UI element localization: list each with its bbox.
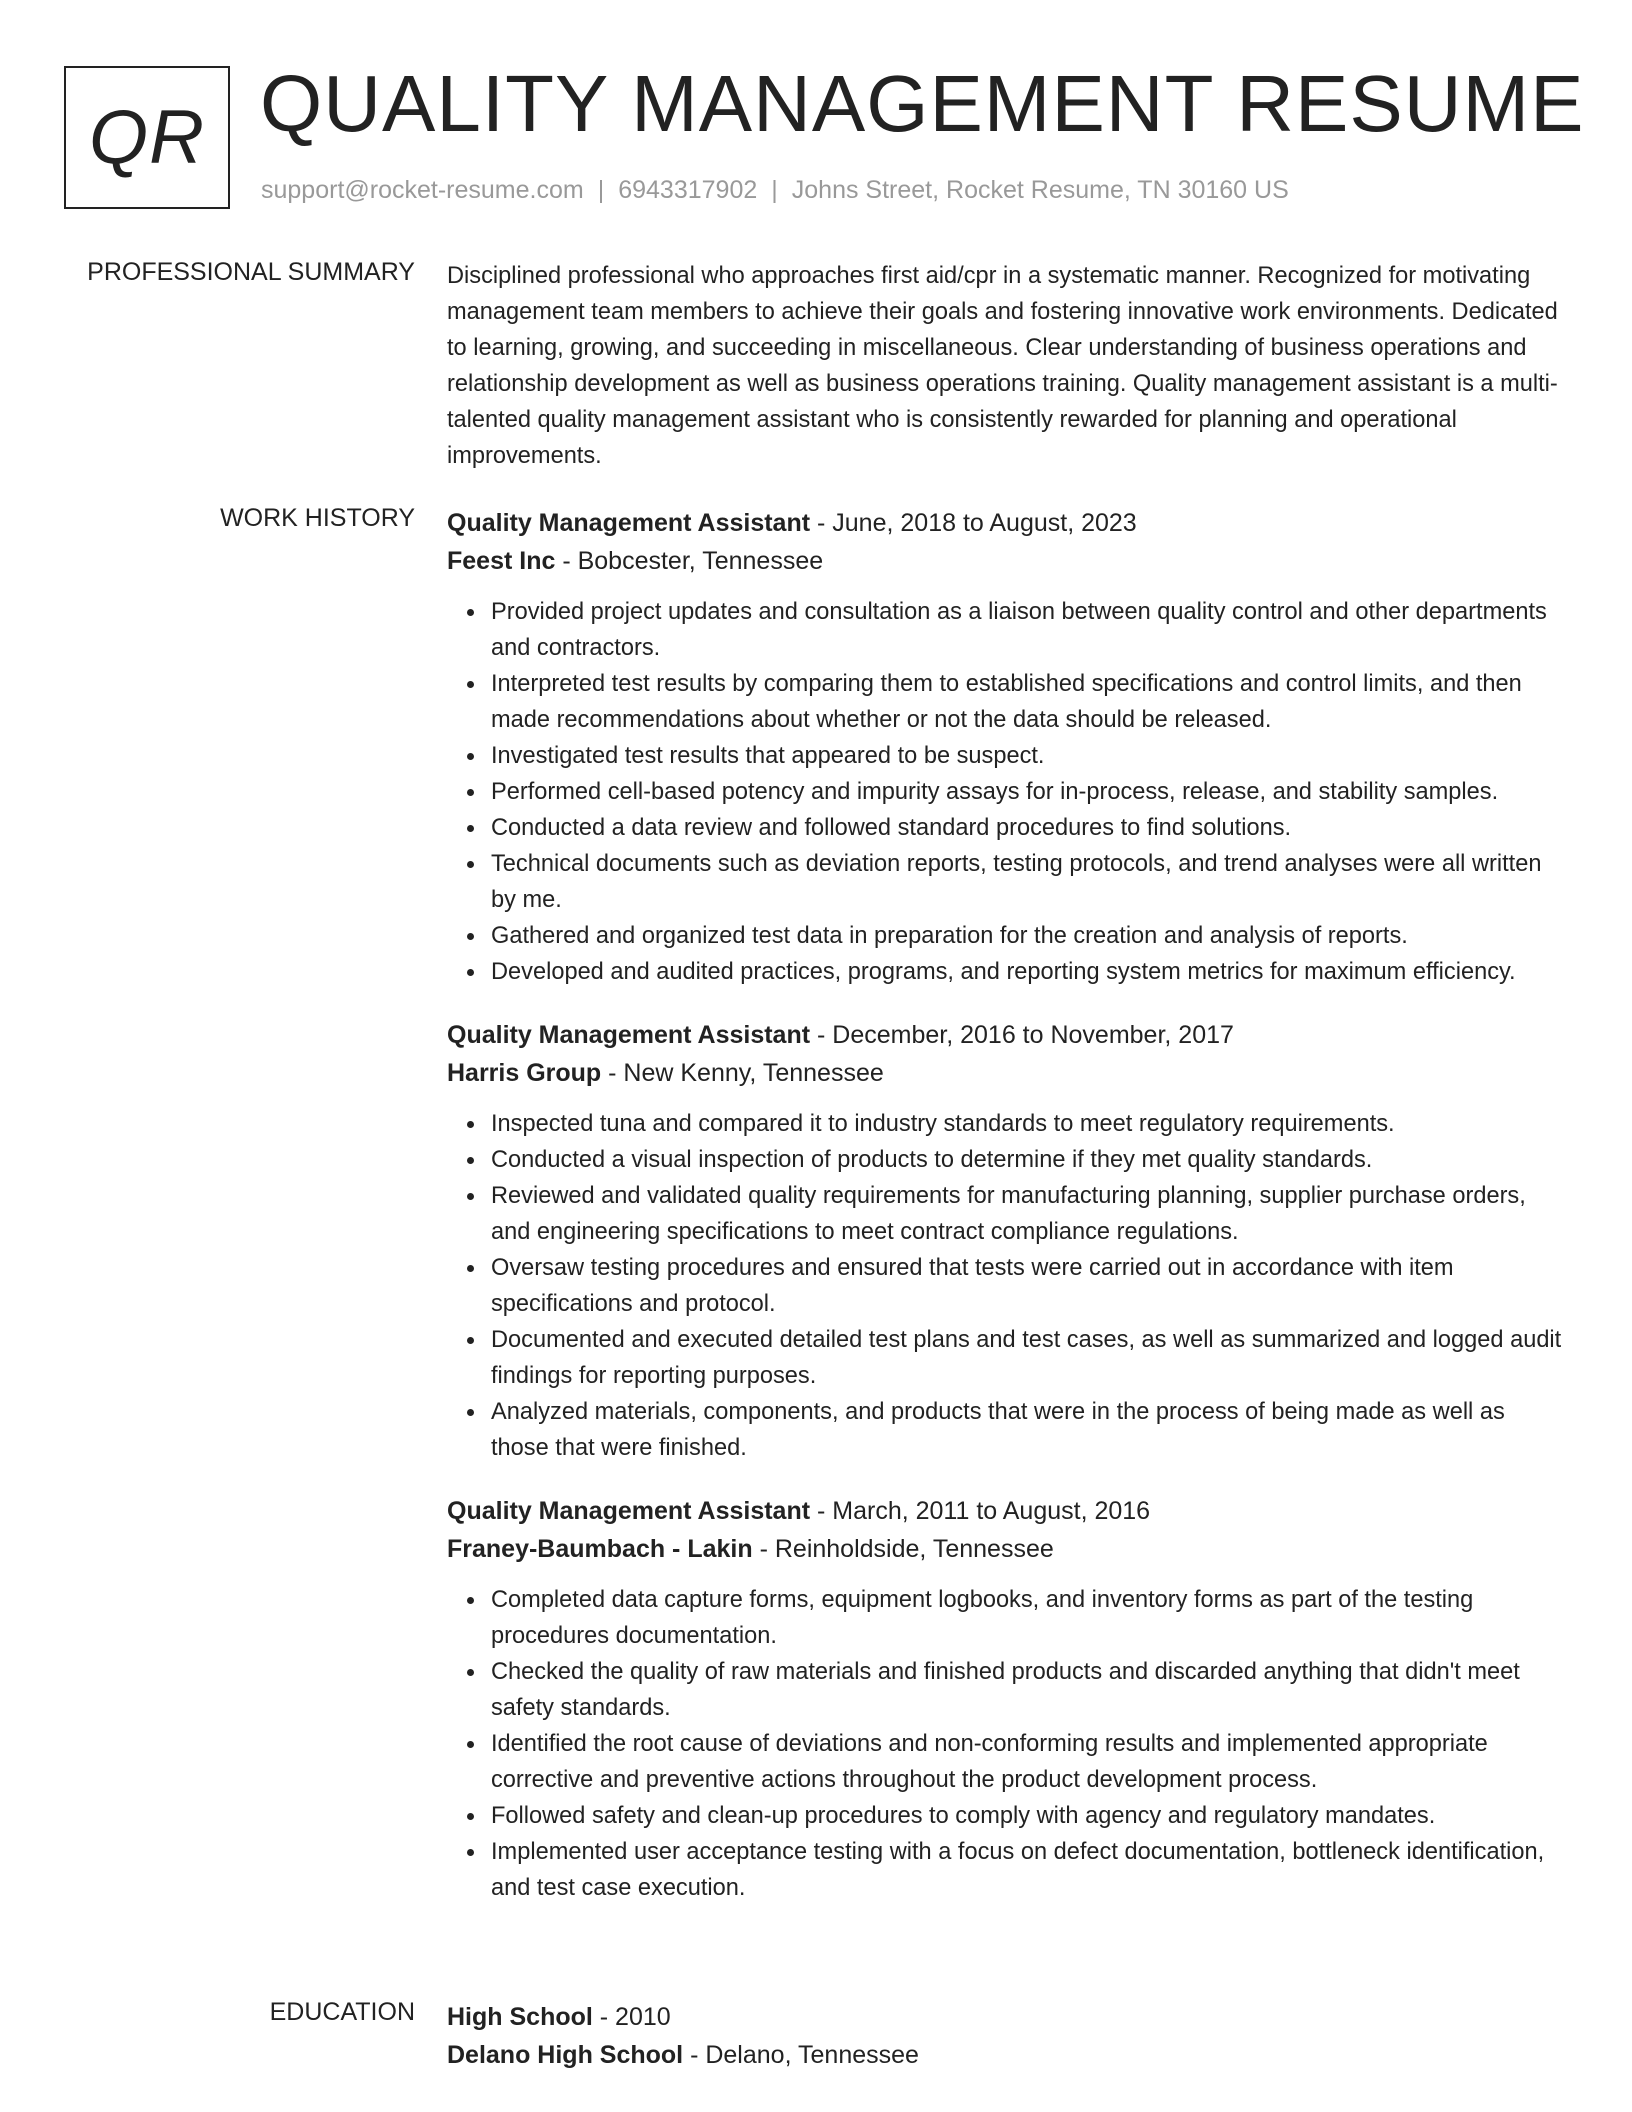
job-bullet-text: Performed cell-based potency and impurity assays for in-process, release, and stability samples. [491, 779, 1499, 805]
job-bullet-list [461, 1106, 1567, 1466]
job-bullet-text: Interpreted test results by comparing them to established specifications and control limits, and then made recommendations about whether or not the data should be released. [491, 671, 1522, 733]
job-bullet [461, 1582, 1567, 1654]
summary-body [447, 258, 1567, 474]
job-bullet [461, 918, 1567, 954]
job-bullet-text: Analyzed materials, components, and products that were in the process of being made as well as those that were finished. [491, 1399, 1505, 1461]
job-bullet [461, 666, 1567, 738]
job-company: Harris Group [447, 1059, 602, 1087]
job-bullet-text: Identified the root cause of deviations and non-conforming results and implemented appropriate corrective and preventive actions throughout the product development process. [491, 1731, 1488, 1793]
job-location: - Reinholdside, Tennessee [752, 1535, 1054, 1563]
job-bullet [461, 954, 1567, 990]
job-bullet [461, 1106, 1567, 1142]
contact-line [261, 176, 1289, 205]
job-company-line [447, 1054, 1567, 1092]
job-company-line [447, 542, 1567, 580]
bullet-dot-icon [467, 1337, 474, 1344]
job-bullet-text: Gathered and organized test data in preparation for the creation and analysis of reports. [491, 923, 1408, 949]
job-bullet-list [461, 594, 1567, 990]
job-company: Franey-Baumbach - Lakin [447, 1535, 753, 1563]
job-title: Quality Management Assistant [447, 1021, 811, 1049]
contact-address: Johns Street, Rocket Resume, TN 30160 US [791, 176, 1289, 204]
job-bullet [461, 1798, 1567, 1834]
education-school-line [447, 2036, 1567, 2074]
job-bullet [461, 1250, 1567, 1322]
job-bullet-text: Technical documents such as deviation reports, testing protocols, and trend analyses were all written by me. [491, 851, 1542, 913]
summary-label: PROFESSIONAL SUMMARY [87, 258, 415, 286]
bullet-dot-icon [467, 1157, 474, 1164]
bullet-dot-icon [467, 609, 474, 616]
job-bullet-text: Oversaw testing procedures and ensured that tests were carried out in accordance with item specifications and protocol. [491, 1255, 1454, 1317]
bullet-dot-icon [467, 1741, 474, 1748]
job-bullet [461, 1322, 1567, 1394]
monogram-box [64, 66, 230, 209]
education-body [447, 1998, 1567, 2074]
work-history-body [447, 504, 1567, 1932]
job-title-line [447, 504, 1567, 542]
bullet-dot-icon [467, 1669, 474, 1676]
job-bullet-text: Inspected tuna and compared it to industry standards to meet regulatory requirements. [491, 1111, 1395, 1137]
job-bullet [461, 810, 1567, 846]
monogram-initials: QR [89, 95, 205, 180]
job-location: - Bobcester, Tennessee [555, 547, 824, 575]
job-bullet [461, 774, 1567, 810]
job-bullet-list [461, 1582, 1567, 1906]
bullet-dot-icon [467, 1813, 474, 1820]
bullet-dot-icon [467, 753, 474, 760]
education-degree: High School [447, 2003, 593, 2031]
job-entry [447, 1016, 1567, 1466]
job-location: - New Kenny, Tennessee [601, 1059, 884, 1087]
job-title: Quality Management Assistant [447, 509, 811, 537]
bullet-dot-icon [467, 969, 474, 976]
bullet-dot-icon [467, 1193, 474, 1200]
job-bullet-text: Followed safety and clean-up procedures to comply with agency and regulatory mandates. [491, 1803, 1436, 1829]
job-bullet-text: Developed and audited practices, programs, and reporting system metrics for maximum efficiency. [491, 959, 1516, 985]
education-school: Delano High School [447, 2041, 684, 2069]
job-bullet-text: Documented and executed detailed test plans and test cases, as well as summarized and logged audit findings for reporting purposes. [491, 1327, 1562, 1389]
job-bullet [461, 1726, 1567, 1798]
education-label: EDUCATION [269, 1998, 415, 2026]
job-company: Feest Inc [447, 547, 556, 575]
bullet-dot-icon [467, 1121, 474, 1128]
job-bullet-text: Conducted a visual inspection of products to determine if they met quality standards. [491, 1147, 1373, 1173]
bullet-dot-icon [467, 681, 474, 688]
job-title: Quality Management Assistant [447, 1497, 811, 1525]
bullet-dot-icon [467, 1409, 474, 1416]
contact-separator: | [771, 176, 778, 204]
job-bullet [461, 1654, 1567, 1726]
bullet-dot-icon [467, 933, 474, 940]
job-bullet-text: Provided project updates and consultation as a liaison between quality control and other departments and contractors. [491, 599, 1547, 661]
contact-phone: 6943317902 [618, 176, 758, 204]
job-dates: - December, 2016 to November, 2017 [810, 1021, 1234, 1049]
job-bullet-text: Completed data capture forms, equipment logbooks, and inventory forms as part of the testing procedures documentation. [491, 1587, 1474, 1649]
job-bullet [461, 846, 1567, 918]
bullet-dot-icon [467, 1597, 474, 1604]
resume-title: QUALITY MANAGEMENT RESUME [260, 59, 1585, 148]
job-bullet [461, 1394, 1567, 1466]
contact-separator: | [597, 176, 605, 204]
summary-text: Disciplined professional who approaches first aid/cpr in a systematic manner. Recognized for motivating management team members to achieve their goals and fostering innovative work environments. Dedicated to learning, growing, and succeeding in miscellaneous. Clear understanding of business operations and relationship development as well as business operations training. Quality management assistant is a multi-talented quality management assistant who is consistently rewarded for planning and operational improvements. [447, 263, 1558, 469]
bullet-dot-icon [467, 861, 474, 868]
education-year: - 2010 [592, 2003, 671, 2031]
contact-email: support@rocket-resume.com [261, 176, 584, 204]
bullet-dot-icon [467, 1265, 474, 1272]
job-dates: - June, 2018 to August, 2023 [810, 509, 1137, 537]
job-bullet-text: Investigated test results that appeared to be suspect. [491, 743, 1045, 769]
job-bullet [461, 594, 1567, 666]
job-title-line [447, 1016, 1567, 1054]
job-entry [447, 1492, 1567, 1906]
job-bullet [461, 1142, 1567, 1178]
job-entry [447, 504, 1567, 990]
work-history-label: WORK HISTORY [220, 504, 415, 532]
bullet-dot-icon [467, 825, 474, 832]
job-bullet [461, 1178, 1567, 1250]
job-bullet-text: Conducted a data review and followed standard procedures to find solutions. [491, 815, 1292, 841]
education-location: - Delano, Tennessee [683, 2041, 919, 2069]
job-title-line [447, 1492, 1567, 1530]
bullet-dot-icon [467, 789, 474, 796]
job-bullet [461, 1834, 1567, 1906]
bullet-dot-icon [467, 1849, 474, 1856]
education-degree-line [447, 1998, 1567, 2036]
job-company-line [447, 1530, 1567, 1568]
job-bullet-text: Reviewed and validated quality requirements for manufacturing planning, supplier purchase orders, and engineering specifications to meet contract compliance regulations. [491, 1183, 1526, 1245]
job-bullet-text: Checked the quality of raw materials and finished products and discarded anything that didn't meet safety standards. [491, 1659, 1520, 1721]
job-bullet [461, 738, 1567, 774]
job-bullet-text: Implemented user acceptance testing with a focus on defect documentation, bottleneck identification, and test case execution. [491, 1839, 1545, 1901]
job-dates: - March, 2011 to August, 2016 [810, 1497, 1151, 1525]
